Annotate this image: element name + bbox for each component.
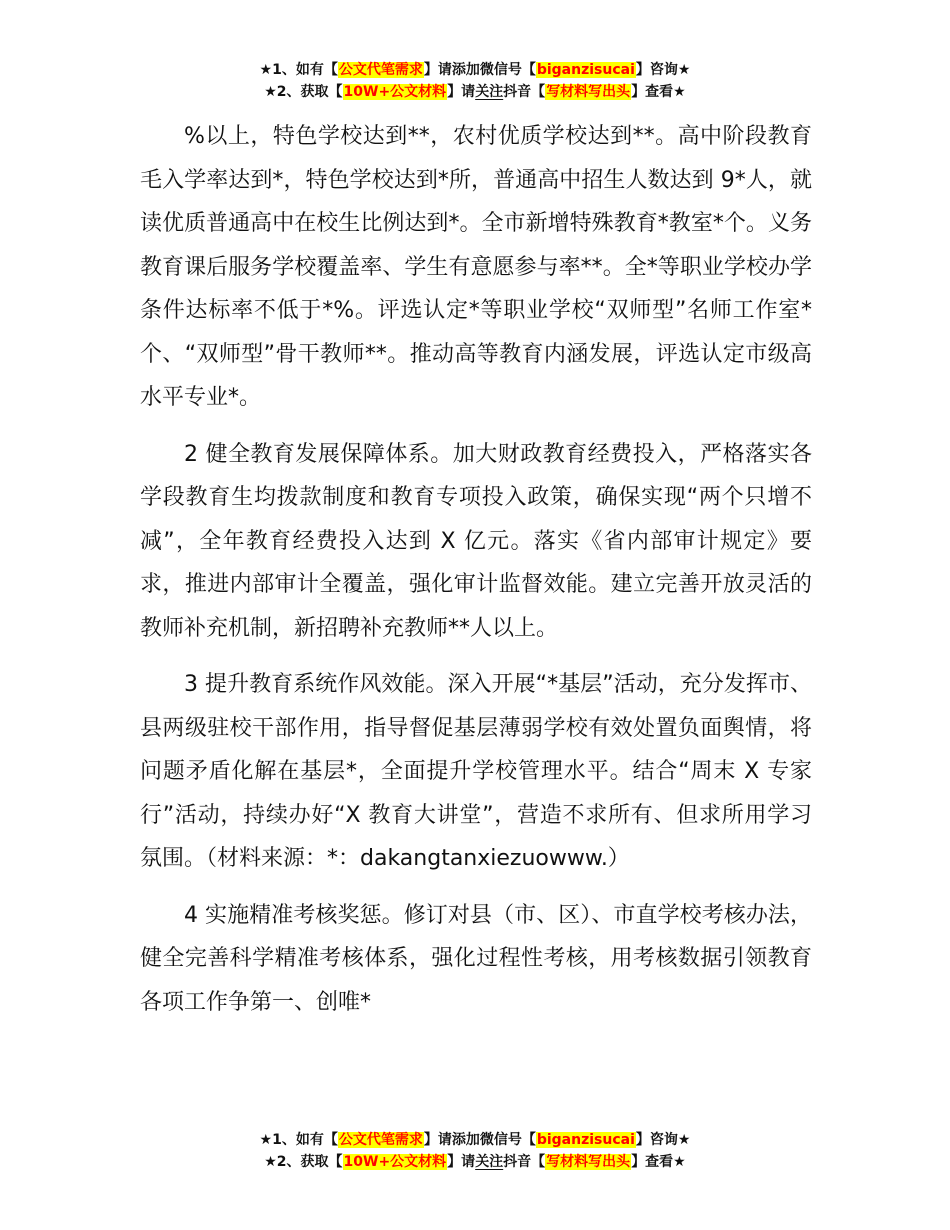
banner-text: 抖音【 (503, 1154, 546, 1170)
highlight-service: 公文代笔需求 (338, 1132, 423, 1148)
banner-text: 】请 (423, 62, 452, 78)
banner-text: 】请 (423, 1132, 452, 1148)
highlight-douyin-id: 写材料写出头 (546, 84, 631, 100)
paragraph: 4 实施精准考核奖惩。修订对县（市、区）、市直学校考核办法，健全完善科学精准考核体系，强化过程性考核，用考核数据引领教育各项工作争第一、创唯* (140, 902, 812, 1015)
paragraph: 3 提升教育系统作风效能。深入开展“*基层”活动，充分发挥市、县两级驻校干部作用，指导督促基层薄弱学校有效处置负面舆情，将问题矛盾化解在基层*，全面提升学校管理水平。结合“周末 X 专家行”活动，持续办好“X 教育大讲堂”，营造不求所有、但求所用学习氛围。（材料来源：*：dakangtanxiezuowww.） (140, 672, 812, 871)
banner-line-1 (0, 59, 950, 81)
banner-emphasis: 添加 (451, 1132, 480, 1148)
paragraph: 2 健全教育发展保障体系。加大财政教育经费投入，严格落实各学段教育生均拨款制度和教育专项投入政策，确保实现“两个只增不减”，全年教育经费投入达到 X 亿元。落实《省内部审计规定》要求，推进内部审计全覆盖，强化审计监督效能。建立完善开放灵活的教师补充机制，新招聘补充教师**人以上。 (140, 441, 812, 641)
document-body (140, 115, 812, 1037)
highlight-materials: 10W+公文材料 (343, 1154, 447, 1170)
banner-text: 微信号【 (479, 62, 536, 78)
banner-emphasis: 关注 (475, 1154, 504, 1170)
banner-text: ★1、如有【 (259, 1132, 338, 1148)
banner-text: 】咨询★ (635, 1132, 691, 1148)
footer-banner (0, 1129, 950, 1173)
banner-text: 】请 (447, 1154, 476, 1170)
paragraph: %以上，特色学校达到**，农村优质学校达到**。高中阶段教育毛入学率达到*，特色学校达到*所，普通高中招生人数达到 9*人，就读优质普通高中在校生比例达到*。全市新增特殊教育*教室*个。义务教育课后服务学校覆盖率、学生有意愿参与率**。全*等职业学校办学条件达标率不低于*%。评选认定*等职业学校“双师型”名师工作室*个、“双师型”骨干教师**。推动高等教育内涵发展，评选认定市级高水平专业*。 (140, 124, 812, 410)
banner-line-1 (0, 1129, 950, 1151)
banner-emphasis: 关注 (475, 84, 504, 100)
banner-text: ★2、获取【 (264, 84, 343, 100)
header-banner (0, 59, 950, 103)
banner-text: 】查看★ (631, 84, 686, 100)
banner-text: 微信号【 (479, 1132, 536, 1148)
highlight-wechat-id: biganzisucai (536, 62, 635, 78)
highlight-materials: 10W+公文材料 (343, 84, 447, 100)
banner-text: ★2、获取【 (264, 1154, 343, 1170)
banner-line-2 (0, 1151, 950, 1173)
banner-text: 】查看★ (631, 1154, 686, 1170)
highlight-service: 公文代笔需求 (338, 62, 423, 78)
banner-text: 】请 (447, 84, 476, 100)
highlight-wechat-id: biganzisucai (536, 1132, 635, 1148)
banner-line-2 (0, 81, 950, 103)
banner-text: 抖音【 (503, 84, 546, 100)
highlight-douyin-id: 写材料写出头 (546, 1154, 631, 1170)
banner-text: ★1、如有【 (259, 62, 338, 78)
banner-emphasis: 添加 (451, 62, 480, 78)
banner-text: 】咨询★ (635, 62, 691, 78)
